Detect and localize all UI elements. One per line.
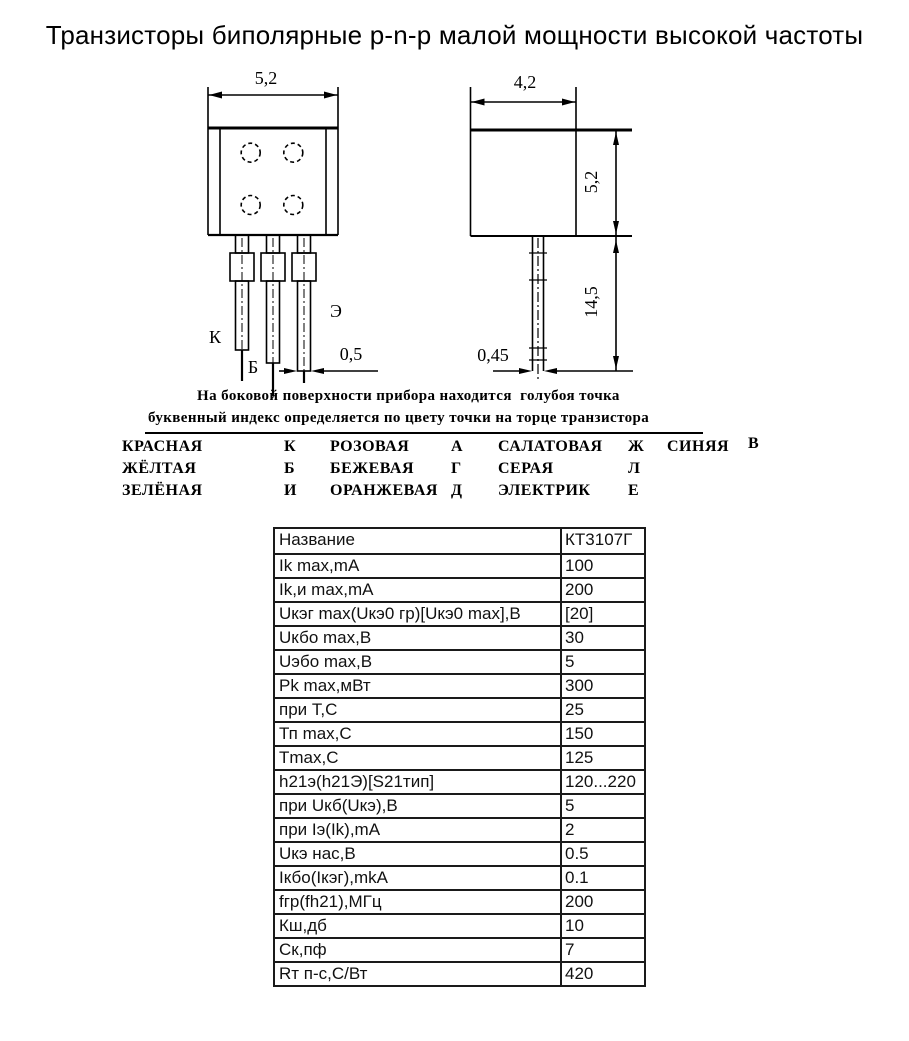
parameter-value: 10 <box>565 916 584 935</box>
parameter-name: Ск,пф <box>275 939 562 961</box>
parameter-row <box>275 745 644 769</box>
parameter-value: [20] <box>565 604 594 623</box>
parameter-row <box>275 937 644 961</box>
page-title: Транзисторы биполярные p-n-p малой мощности высокой частоты <box>45 20 864 50</box>
parameter-name: при Т,С <box>275 699 562 721</box>
parameter-row <box>275 769 644 793</box>
hole-top-left <box>241 143 260 162</box>
parameter-name: h21э(h21Э)[S21тип] <box>275 771 562 793</box>
parameter-value: 2 <box>565 820 575 839</box>
parameter-value: 25 <box>565 700 584 719</box>
color-name: СЕРАЯ <box>498 460 554 477</box>
arrow-left-icon <box>472 99 485 106</box>
side-lead <box>529 236 547 380</box>
pin-label-emitter: Э <box>330 301 342 321</box>
parameter-value: 30 <box>565 628 584 647</box>
color-name: ЗЕЛЁНАЯ <box>122 482 203 499</box>
pin-label-base: Б <box>247 357 259 377</box>
side-body-height-dim-label: 5,2 <box>581 170 601 194</box>
parameter-row <box>275 601 644 625</box>
color-letter: Е <box>628 482 640 499</box>
color-code-row <box>0 435 909 460</box>
arrow-up-icon <box>613 240 619 253</box>
parameter-name: Тп max,C <box>275 723 562 745</box>
parameter-value: 420 <box>565 964 594 983</box>
parameter-value: 125 <box>565 748 594 767</box>
parameter-value: 200 <box>565 580 594 599</box>
color-name: ЭЛЕКТРИК <box>498 482 591 499</box>
parameter-name: Uкбо max,B <box>275 627 562 649</box>
front-width-dim-label: 5,2 <box>254 68 278 88</box>
arrow-left-icon <box>209 92 222 99</box>
color-letter: Ж <box>628 438 645 455</box>
parameter-row <box>275 649 644 673</box>
color-code-table <box>0 435 909 504</box>
side-width-dim-label: 4,2 <box>513 72 537 92</box>
parameter-name: при Uкб(Uкэ),B <box>275 795 562 817</box>
parameter-value: 120...220 <box>565 772 636 791</box>
color-letter: В <box>748 435 760 452</box>
parameter-row <box>275 913 644 937</box>
parameter-name: Uкэг max(Uкэ0 гр)[Uкэ0 max],B <box>275 603 562 625</box>
arrow-right-icon <box>562 99 575 106</box>
color-letter: И <box>284 482 297 499</box>
front-lead-dim-label: 0,5 <box>339 344 363 364</box>
arrow-up-icon <box>613 132 619 145</box>
parameter-row <box>275 673 644 697</box>
color-name: САЛАТОВАЯ <box>498 438 603 455</box>
side-lead-dim-label: 0,45 <box>477 345 509 365</box>
hole-top-right <box>284 143 303 162</box>
parameter-value: 5 <box>565 652 575 671</box>
parameter-name: Ik max,mA <box>275 555 562 577</box>
parameter-row <box>275 625 644 649</box>
arrow-down-icon <box>613 221 619 234</box>
arrow-right-icon <box>324 92 337 99</box>
divider-rule <box>145 432 703 434</box>
parameter-row <box>275 553 644 577</box>
parameter-name: при Iэ(Ik),mA <box>275 819 562 841</box>
parameter-value: 200 <box>565 892 594 911</box>
parameter-row <box>275 961 644 985</box>
hole-bottom-right <box>284 196 303 215</box>
parameter-row <box>275 865 644 889</box>
side-top-edge-thick <box>470 129 632 132</box>
parameter-row <box>275 529 644 553</box>
color-letter: А <box>451 438 464 455</box>
lead-emitter <box>292 235 316 383</box>
note-line-1: На боковой поверхности прибора находится голубоя точка <box>197 388 620 404</box>
parameter-row <box>275 577 644 601</box>
parameters-table <box>273 527 646 987</box>
side-view <box>470 87 633 380</box>
parameter-name: Tmax,C <box>275 747 562 769</box>
color-name: ОРАНЖЕВАЯ <box>330 482 438 499</box>
parameter-row <box>275 697 644 721</box>
parameter-row <box>275 841 644 865</box>
parameter-name: Ik,и max,mA <box>275 579 562 601</box>
lead-base <box>261 235 285 396</box>
color-name: КРАСНАЯ <box>122 438 203 455</box>
parameter-row <box>275 721 644 745</box>
parameter-name: Кш,дб <box>275 915 562 937</box>
parameter-name: Iкбо(Iкэг),mkA <box>275 867 562 889</box>
parameter-value: 150 <box>565 724 594 743</box>
color-letter: К <box>284 438 297 455</box>
parameter-value: 5 <box>565 796 575 815</box>
color-letter: Б <box>284 460 296 477</box>
color-name: СИНЯЯ <box>667 438 730 455</box>
parameter-row <box>275 793 644 817</box>
parameter-row <box>275 889 644 913</box>
parameter-row <box>275 817 644 841</box>
color-code-row <box>0 482 909 504</box>
hole-bottom-left <box>241 196 260 215</box>
color-code-row <box>0 460 909 482</box>
parameter-value: 0.1 <box>565 868 589 887</box>
arrow-down-icon <box>613 356 619 369</box>
note-line-2: буквенный индекс определяется по цвету точки на торце транзистора <box>148 410 650 426</box>
arrow-left-icon <box>544 368 557 374</box>
parameter-name: fгр(fh21),МГц <box>275 891 562 913</box>
pin-label-collector: К <box>208 327 222 347</box>
color-name: РОЗОВАЯ <box>330 438 410 455</box>
color-letter: Л <box>628 460 641 477</box>
color-letter: Д <box>451 482 463 499</box>
arrow-right-icon <box>519 368 532 374</box>
parameter-value: КТ3107Г <box>565 530 633 549</box>
color-name: БЕЖЕВАЯ <box>330 460 415 477</box>
parameter-name: Pk max,мВт <box>275 675 562 697</box>
parameter-name: Название <box>275 529 562 553</box>
parameter-value: 100 <box>565 556 594 575</box>
front-top-edge-thick <box>208 127 339 130</box>
side-lead-length-dim-label: 14,5 <box>581 286 601 318</box>
arrow-right-icon <box>284 368 297 374</box>
package-drawing <box>0 0 909 420</box>
color-name: ЖЁЛТАЯ <box>122 460 197 477</box>
parameter-name: Uкэ нас,B <box>275 843 562 865</box>
parameter-value: 0.5 <box>565 844 589 863</box>
parameter-name: Rт п-с,С/Вт <box>275 963 562 985</box>
parameter-value: 300 <box>565 676 594 695</box>
parameter-name: Uэбо max,B <box>275 651 562 673</box>
parameter-value: 7 <box>565 940 575 959</box>
color-letter: Г <box>451 460 462 477</box>
